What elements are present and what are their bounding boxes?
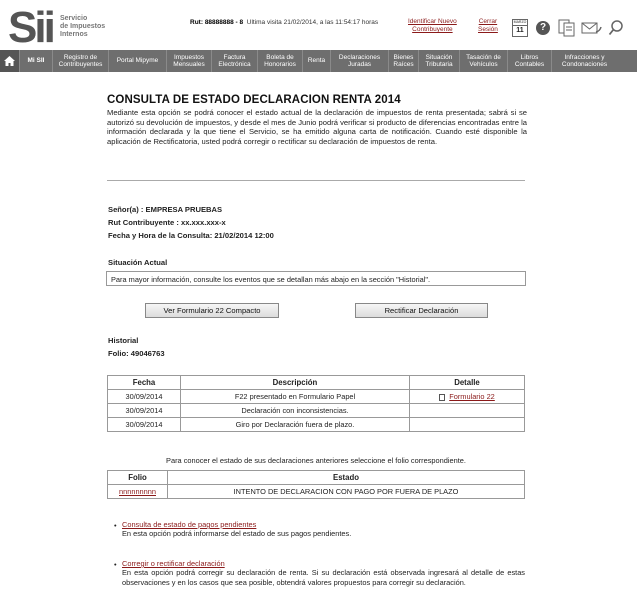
historial-title: Historial: [108, 336, 139, 345]
folio-link[interactable]: nnnnnnnnn: [119, 487, 156, 496]
table-row: 30/09/2014 Declaración con inconsistencias.: [108, 404, 525, 418]
table-row: 30/09/2014 Giro por Declaración fuera de plazo.: [108, 418, 525, 432]
nav-item-bienes[interactable]: Bienes Raíces: [389, 50, 419, 72]
nav-item-infracciones[interactable]: Infracciones y Condonaciones: [561, 53, 608, 68]
header-icons: [512, 18, 624, 38]
help-icon[interactable]: ?: [536, 21, 550, 35]
list-item: • Corregir o rectificar declaración En esta opción podrá corregir su declaración de renta. Si su declaración está observada ingresará al detalle de estas observaciones y en los casos que sea posible, obtendrá valores propuestos para corregir su declaración.: [114, 559, 525, 587]
close-session-link[interactable]: Cerrar Sesión: [478, 18, 498, 33]
nav-item-registro[interactable]: Registro de Contribuyentes: [53, 50, 109, 72]
table-row: 30/09/2014 F22 presentado en Formulario Papel Formulario 22: [108, 390, 525, 404]
document-icon: [439, 394, 445, 401]
taxpayer-name: Señor(a) : EMPRESA PRUEBAS: [108, 205, 223, 214]
intro-section: [107, 94, 527, 146]
intro-text: Mediante esta opción se podrá conocer el estado actual de la declaración de impuestos de renta presentada; sabrá si se autorizó su devolución de impuestos, y desde el mes de Junio podrá verificar si producto de diferencias encontradas entre la información declarada y la que tiene el Servicio, se ha emitido alguna carta de notificación. Cuando esté disponible la aplicación de Rectificatoria, usted podrá corregir o rectificar su declaración de impuestos de renta.: [107, 108, 527, 146]
situacion-title: Situación Actual: [108, 258, 168, 267]
pending-payments-link[interactable]: Consulta de estado de pagos pendientes: [122, 520, 257, 529]
sii-logo[interactable]: [8, 6, 56, 44]
view-f22-button[interactable]: Ver Formulario 22 Compacto: [145, 303, 279, 318]
list-item: • Consulta de estado de pagos pendientes En esta opción podrá informarse del estado de sus pagos pendientes.: [122, 520, 525, 539]
org-name: Servicio de Impuestos Internos: [60, 15, 106, 38]
divider: [107, 180, 525, 181]
folio-number: Folio: 49046763: [108, 349, 165, 358]
table-header-row: Fecha Descripción Detalle: [108, 376, 525, 390]
previous-declarations-text: Para conocer el estado de sus declaraciones anteriores seleccione el folio correspondiente.: [166, 456, 466, 465]
documents-icon[interactable]: [558, 19, 576, 37]
identify-new-link[interactable]: Identificar Nuevo Contribuyente: [408, 18, 457, 33]
mail-icon[interactable]: [581, 19, 603, 37]
rut-status: Rut: 88888888 - 8 Ultima visita 21/02/2014, a las 11:54:17 horas: [190, 19, 379, 26]
calendar-icon[interactable]: MARZO 11: [512, 19, 528, 37]
nav-item-tasacion[interactable]: Tasación de Vehículos: [460, 50, 508, 72]
nav-item-boleta[interactable]: Boleta de Honorarios: [258, 50, 303, 72]
historial-table: [107, 375, 525, 432]
svg-text:Sii: Sii: [8, 6, 53, 44]
home-icon[interactable]: [0, 50, 20, 72]
formulario-22-link[interactable]: Formulario 22: [449, 392, 495, 401]
taxpayer-rut: Rut Contribuyente : xx.xxx.xxx-x: [108, 218, 226, 227]
main-nav: [0, 50, 637, 72]
nav-item-situacion[interactable]: Situación Tributaria: [419, 50, 460, 72]
query-datetime: Fecha y Hora de la Consulta: 21/02/2014 12:00: [108, 231, 274, 240]
page-title: CONSULTA DE ESTADO DECLARACION RENTA 2014: [107, 94, 401, 106]
header: [0, 0, 637, 46]
search-icon[interactable]: [608, 19, 624, 37]
nav-item-impuestos[interactable]: Impuestos Mensuales: [167, 50, 212, 72]
nav-item-mi-sii[interactable]: Mi SII: [20, 50, 53, 72]
nav-item-factura[interactable]: Factura Electrónica: [212, 50, 258, 72]
situacion-box: Para mayor información, consulte los eventos que se detallan más abajo en la sección "Historial".: [106, 271, 526, 286]
rectify-button[interactable]: Rectificar Declaración: [355, 303, 488, 318]
folio-table: [107, 470, 525, 499]
nav-item-renta[interactable]: Renta: [303, 50, 331, 72]
nav-item-libros[interactable]: Libros Contables: [508, 50, 552, 72]
table-header-row: Folio Estado: [108, 471, 525, 485]
nav-item-declaraciones[interactable]: Declaraciones Juradas: [331, 50, 389, 72]
rectify-declaration-link[interactable]: Corregir o rectificar declaración: [122, 559, 225, 568]
nav-item-mipyme[interactable]: Portal Mipyme: [109, 50, 167, 72]
table-row: nnnnnnnnn INTENTO DE DECLARACION CON PAGO POR FUERA DE PLAZO: [108, 485, 525, 499]
